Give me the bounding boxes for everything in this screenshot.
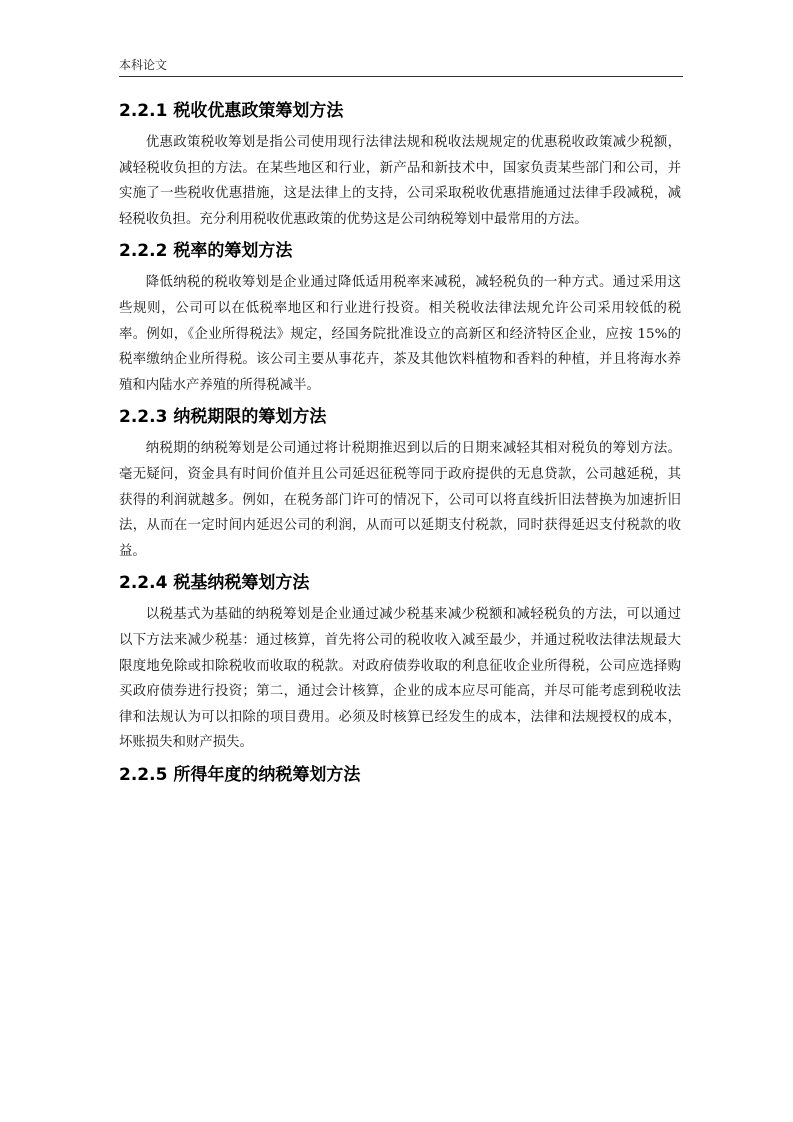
running-header: 本科论文 — [119, 58, 168, 72]
section-heading-2-2-2: 2.2.2 税率的筹划方法 — [119, 241, 293, 262]
section-paragraph-2-2-3: 纳税期的纳税筹划是公司通过将计税期推迟到以后的日期来减轻其相对税负的筹划方法。毫无疑问，资金具有时间价值并且公司延迟征税等同于政府提供的无息贷款，公司越延税，其获得的利润就越多。例如，在税务部门许可的情况下，公司可以将直线折旧法替换为加速折旧法，从而在一定时间内延迟公司的利润，从而可以延期支付税款，同时获得延迟支付税款的收益。 — [119, 441, 681, 559]
header-rule — [119, 76, 683, 77]
section-heading-2-2-3: 2.2.3 纳税期限的筹划方法 — [119, 407, 327, 428]
section-paragraph-2-2-1: 优惠政策税收筹划是指公司使用现行法律法规和税收法规规定的优惠税收政策减少税额，减轻税收负担的方法。在某些地区和行业，新产品和新技术中，国家负责某些部门和公司，并实施了一些税收优惠措施，这是法律上的支持，公司采取税收优惠措施通过法律手段减税，减轻税收负担。充分利用税收优惠政策的优势这是公司纳税筹划中最常用的方法。 — [119, 135, 681, 227]
section-paragraph-2-2-2: 降低纳税的税收筹划是企业通过降低适用税率来减税，减轻税负的一种方式。通过采用这些规则，公司可以在低税率地区和行业进行投资。相关税收法律法规允许公司采用较低的税率。例如，《企业所得税法》规定，经国务院批准设立的高新区和经济特区企业，应按 15%的税率缴纳企业所得税。该公司主要从事花卉，茶及其他饮料植物和香料的种植，并且将海水养殖和内陆水产养殖的所得税减半。 — [119, 275, 681, 393]
document-body — [119, 92, 681, 794]
section-heading-2-2-5: 2.2.5 所得年度的纳税筹划方法 — [119, 764, 361, 785]
section-paragraph-2-2-4: 以税基式为基础的纳税筹划是企业通过减少税基来减少税额和减轻税负的方法，可以通过以下方法来减少税基：通过核算，首先将公司的税收收入减至最少，并通过税收法律法规最大限度地免除或扣除税收而收取的税款。对政府债券收取的利息征收企业所得税，公司应选择购买政府债券进行投资；第二，通过会计核算，企业的成本应尽可能高，并尽可能考虑到税收法律和法规认为可以扣除的项目费用。必须及时核算已经发生的成本，法律和法规授权的成本，坏账损失和财产损失。 — [119, 607, 681, 751]
section-heading-2-2-4: 2.2.4 税基纳税筹划方法 — [119, 573, 310, 594]
section-heading-2-2-1: 2.2.1 税收优惠政策筹划方法 — [119, 101, 344, 121]
